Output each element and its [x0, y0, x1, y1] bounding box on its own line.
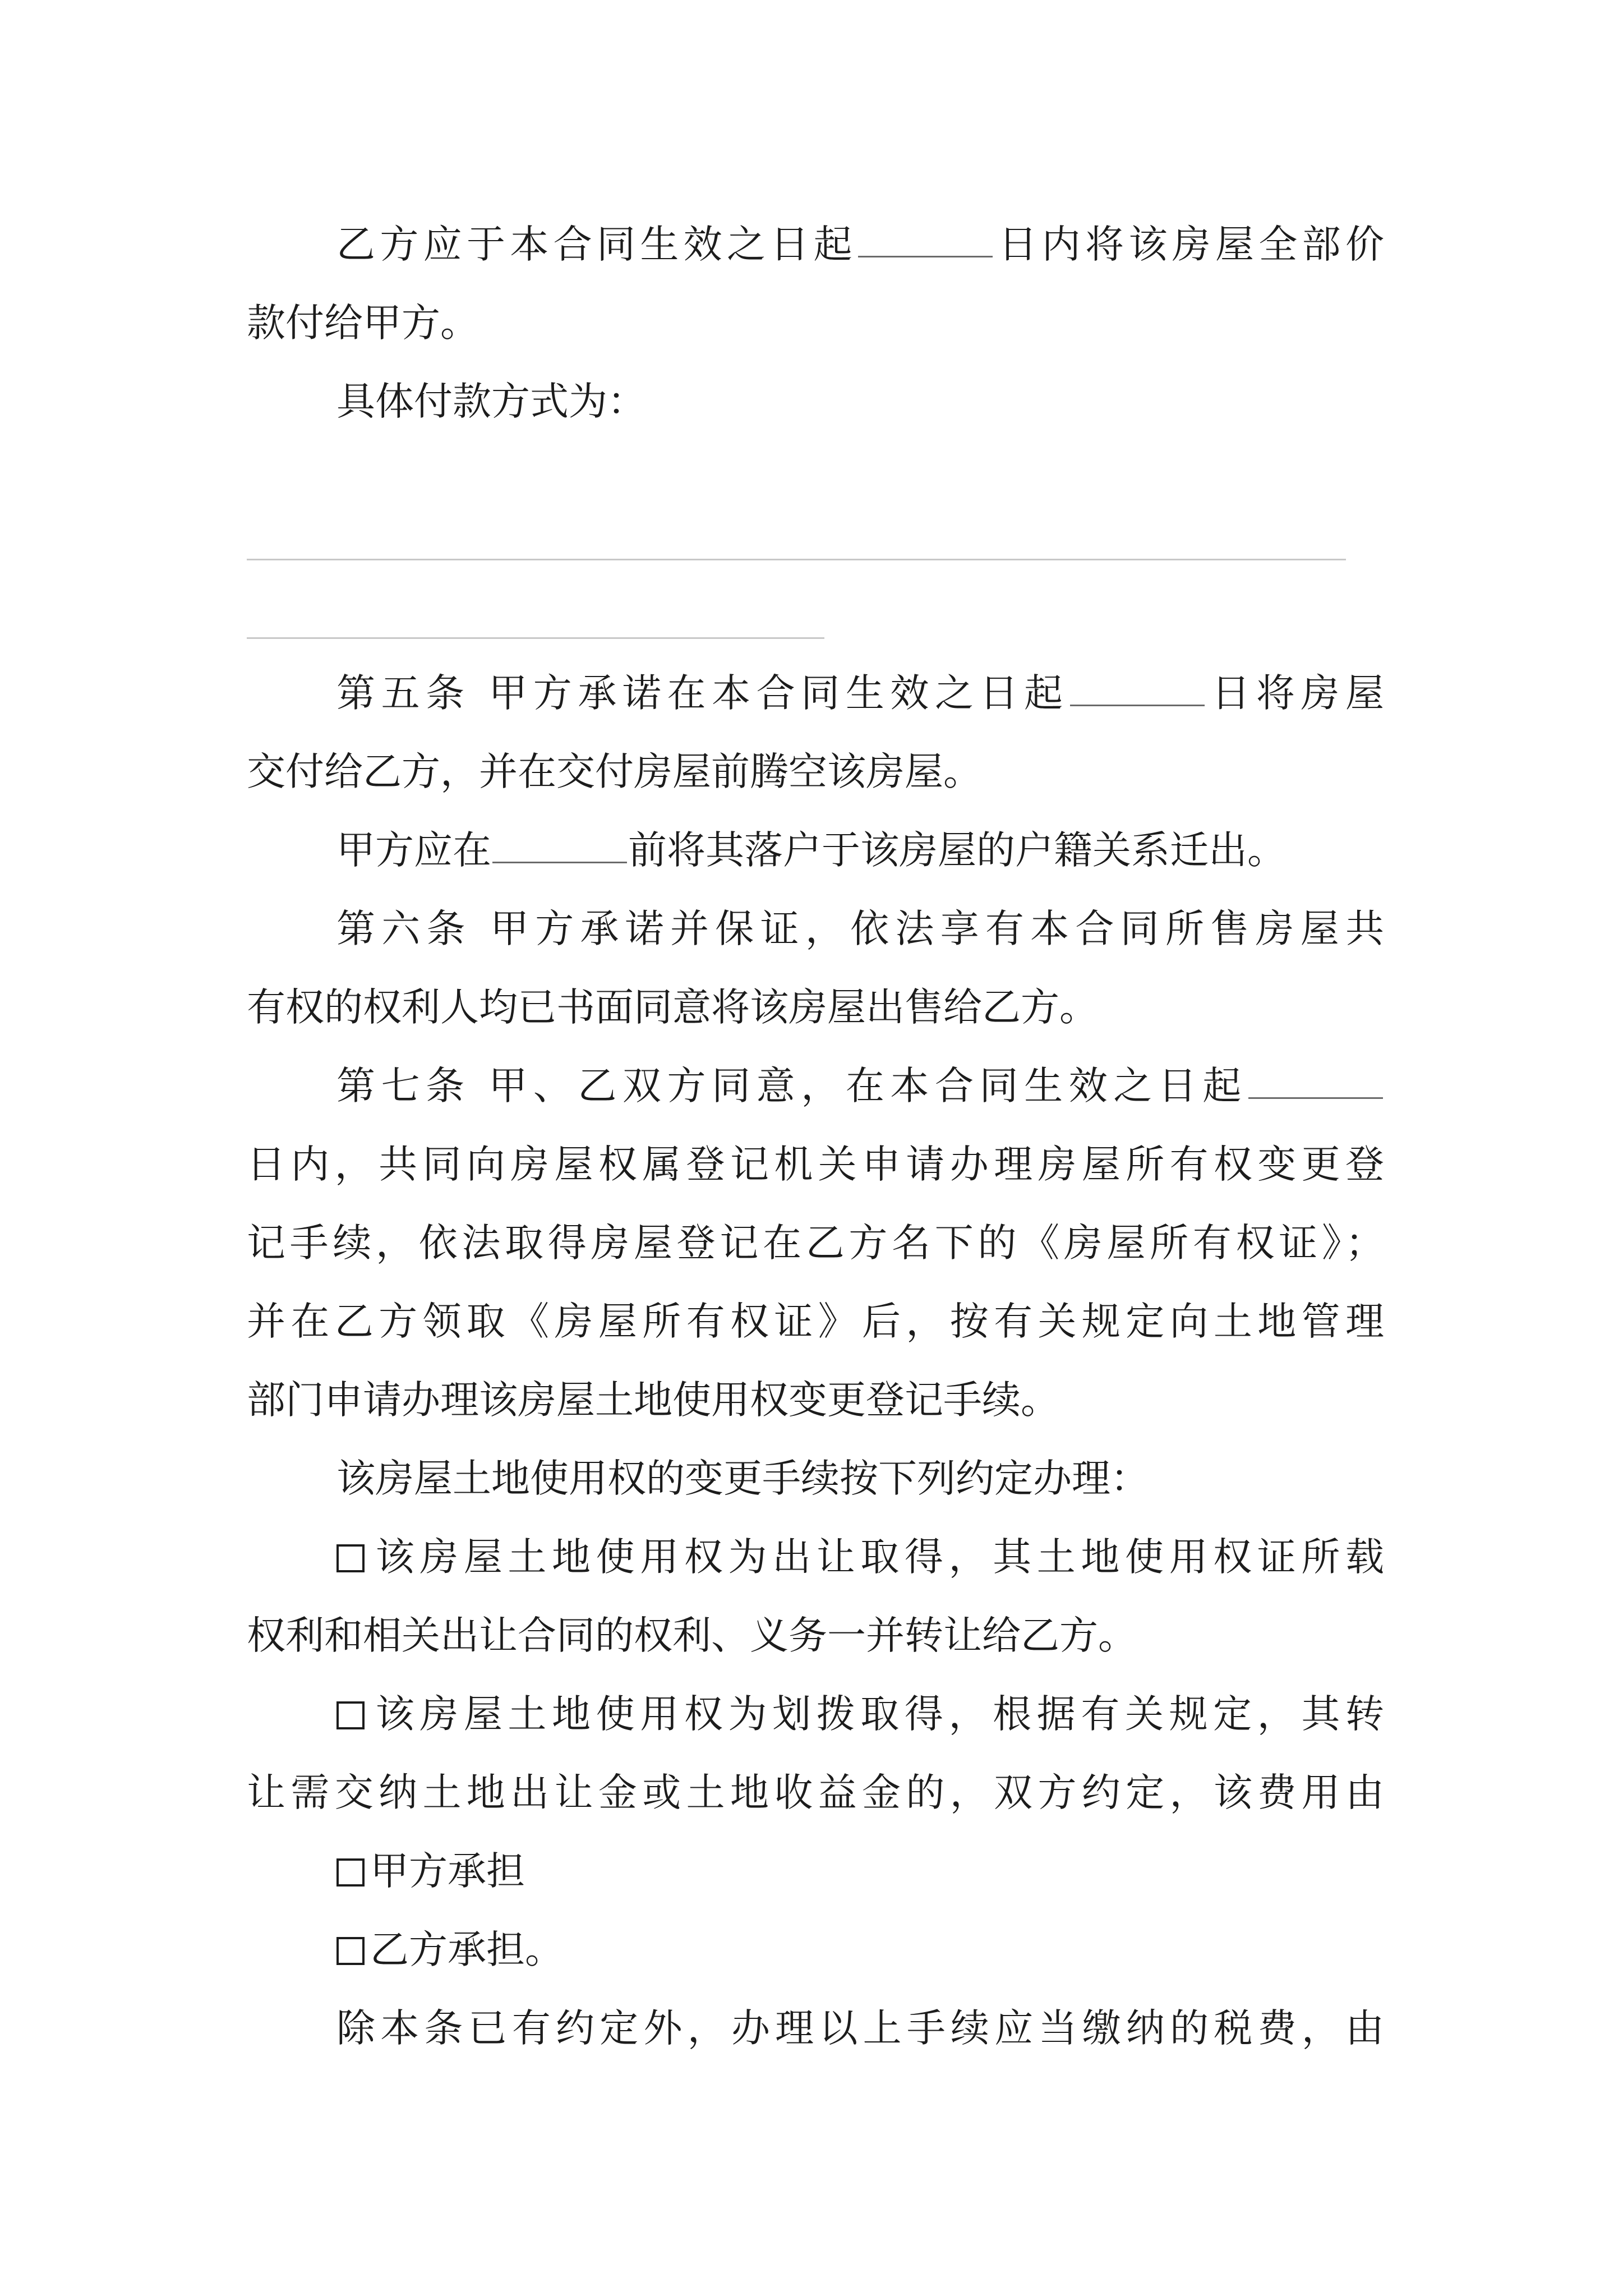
article5-line-1 — [336, 654, 1384, 733]
option-1-text: 该房屋土地使用权为出让取得，其土地使用权证所载 — [370, 1535, 1384, 1580]
article7-line-5: 部门申请办理该房屋土地使用权变更登记手续。 — [247, 1378, 1059, 1423]
article5-days-blank[interactable] — [1070, 671, 1205, 706]
article5-deadline-blank[interactable] — [492, 828, 627, 863]
option-2-line-1 — [336, 1675, 1384, 1754]
option-1-line-1 — [336, 1518, 1384, 1596]
payment-method-label: 具体付款方式为： — [336, 379, 646, 424]
article7-line-2: 日内，共同向房屋权属登记机关申请办理房屋所有权变更登 — [247, 1142, 1384, 1187]
article5-text-end: 日将房屋 — [1205, 671, 1385, 716]
payment-method-fill-line-2[interactable] — [247, 637, 824, 639]
choice-party-a-label: 甲方承担 — [370, 1849, 525, 1894]
article5-deadline-text-end: 前将其落户于该房屋的户籍关系迁出。 — [628, 828, 1286, 873]
payment-clause-line-1 — [336, 205, 1384, 284]
option-1-line-2: 权利和相关出让合同的权利、义务一并转让给乙方。 — [247, 1613, 1137, 1658]
article5-line-3 — [336, 811, 1286, 890]
article5-deadline-text: 甲方应在 — [336, 828, 491, 873]
article6-line-2: 有权的权利人均已书面同意将该房屋出售给乙方。 — [247, 985, 1098, 1030]
article7-days-blank[interactable] — [1248, 1064, 1383, 1099]
article7-text: 第七条 甲、乙双方同意，在本合同生效之日起 — [336, 1064, 1247, 1108]
option-2-line-2: 让需交纳土地出让金或土地收益金的，双方约定，该费用由 — [247, 1770, 1384, 1815]
article7-line-3: 记手续，依法取得房屋登记在乙方名下的《房屋所有权证》； — [247, 1221, 1384, 1266]
article7-last-line: 除本条已有约定外，办理以上手续应当缴纳的税费，由 — [336, 2006, 1384, 2051]
choice-party-b-checkbox[interactable] — [336, 1937, 365, 1965]
payment-clause-line-2: 款付给甲方。 — [247, 301, 479, 346]
option-2-text: 该房屋土地使用权为划拨取得，根据有关规定，其转 — [370, 1692, 1384, 1737]
choice-party-a-checkbox[interactable] — [336, 1858, 365, 1887]
article7-line-1 — [336, 1047, 1384, 1125]
payment-clause-text-end: 日内将该房屋全部价 — [994, 222, 1385, 267]
option-2-checkbox[interactable] — [336, 1701, 365, 1729]
article7-line-6: 该房屋土地使用权的变更手续按下列约定办理： — [336, 1456, 1149, 1501]
option-1-checkbox[interactable] — [336, 1544, 365, 1572]
payment-clause-text: 乙方应于本合同生效之日起 — [336, 222, 857, 267]
article5-text: 第五条 甲方承诺在本合同生效之日起 — [336, 671, 1069, 716]
article6-line-1: 第六条 甲方承诺并保证，依法享有本合同所售房屋共 — [336, 907, 1384, 951]
payment-method-fill-line-1[interactable] — [247, 559, 1346, 560]
article7-line-4: 并在乙方领取《房屋所有权证》后，按有关规定向土地管理 — [247, 1299, 1384, 1344]
article5-line-2: 交付给乙方，并在交付房屋前腾空该房屋。 — [247, 749, 982, 794]
choice-party-a — [336, 1832, 525, 1911]
choice-party-b — [336, 1911, 564, 1989]
payment-days-blank[interactable] — [858, 222, 993, 257]
choice-party-b-label: 乙方承担。 — [370, 1927, 564, 1972]
